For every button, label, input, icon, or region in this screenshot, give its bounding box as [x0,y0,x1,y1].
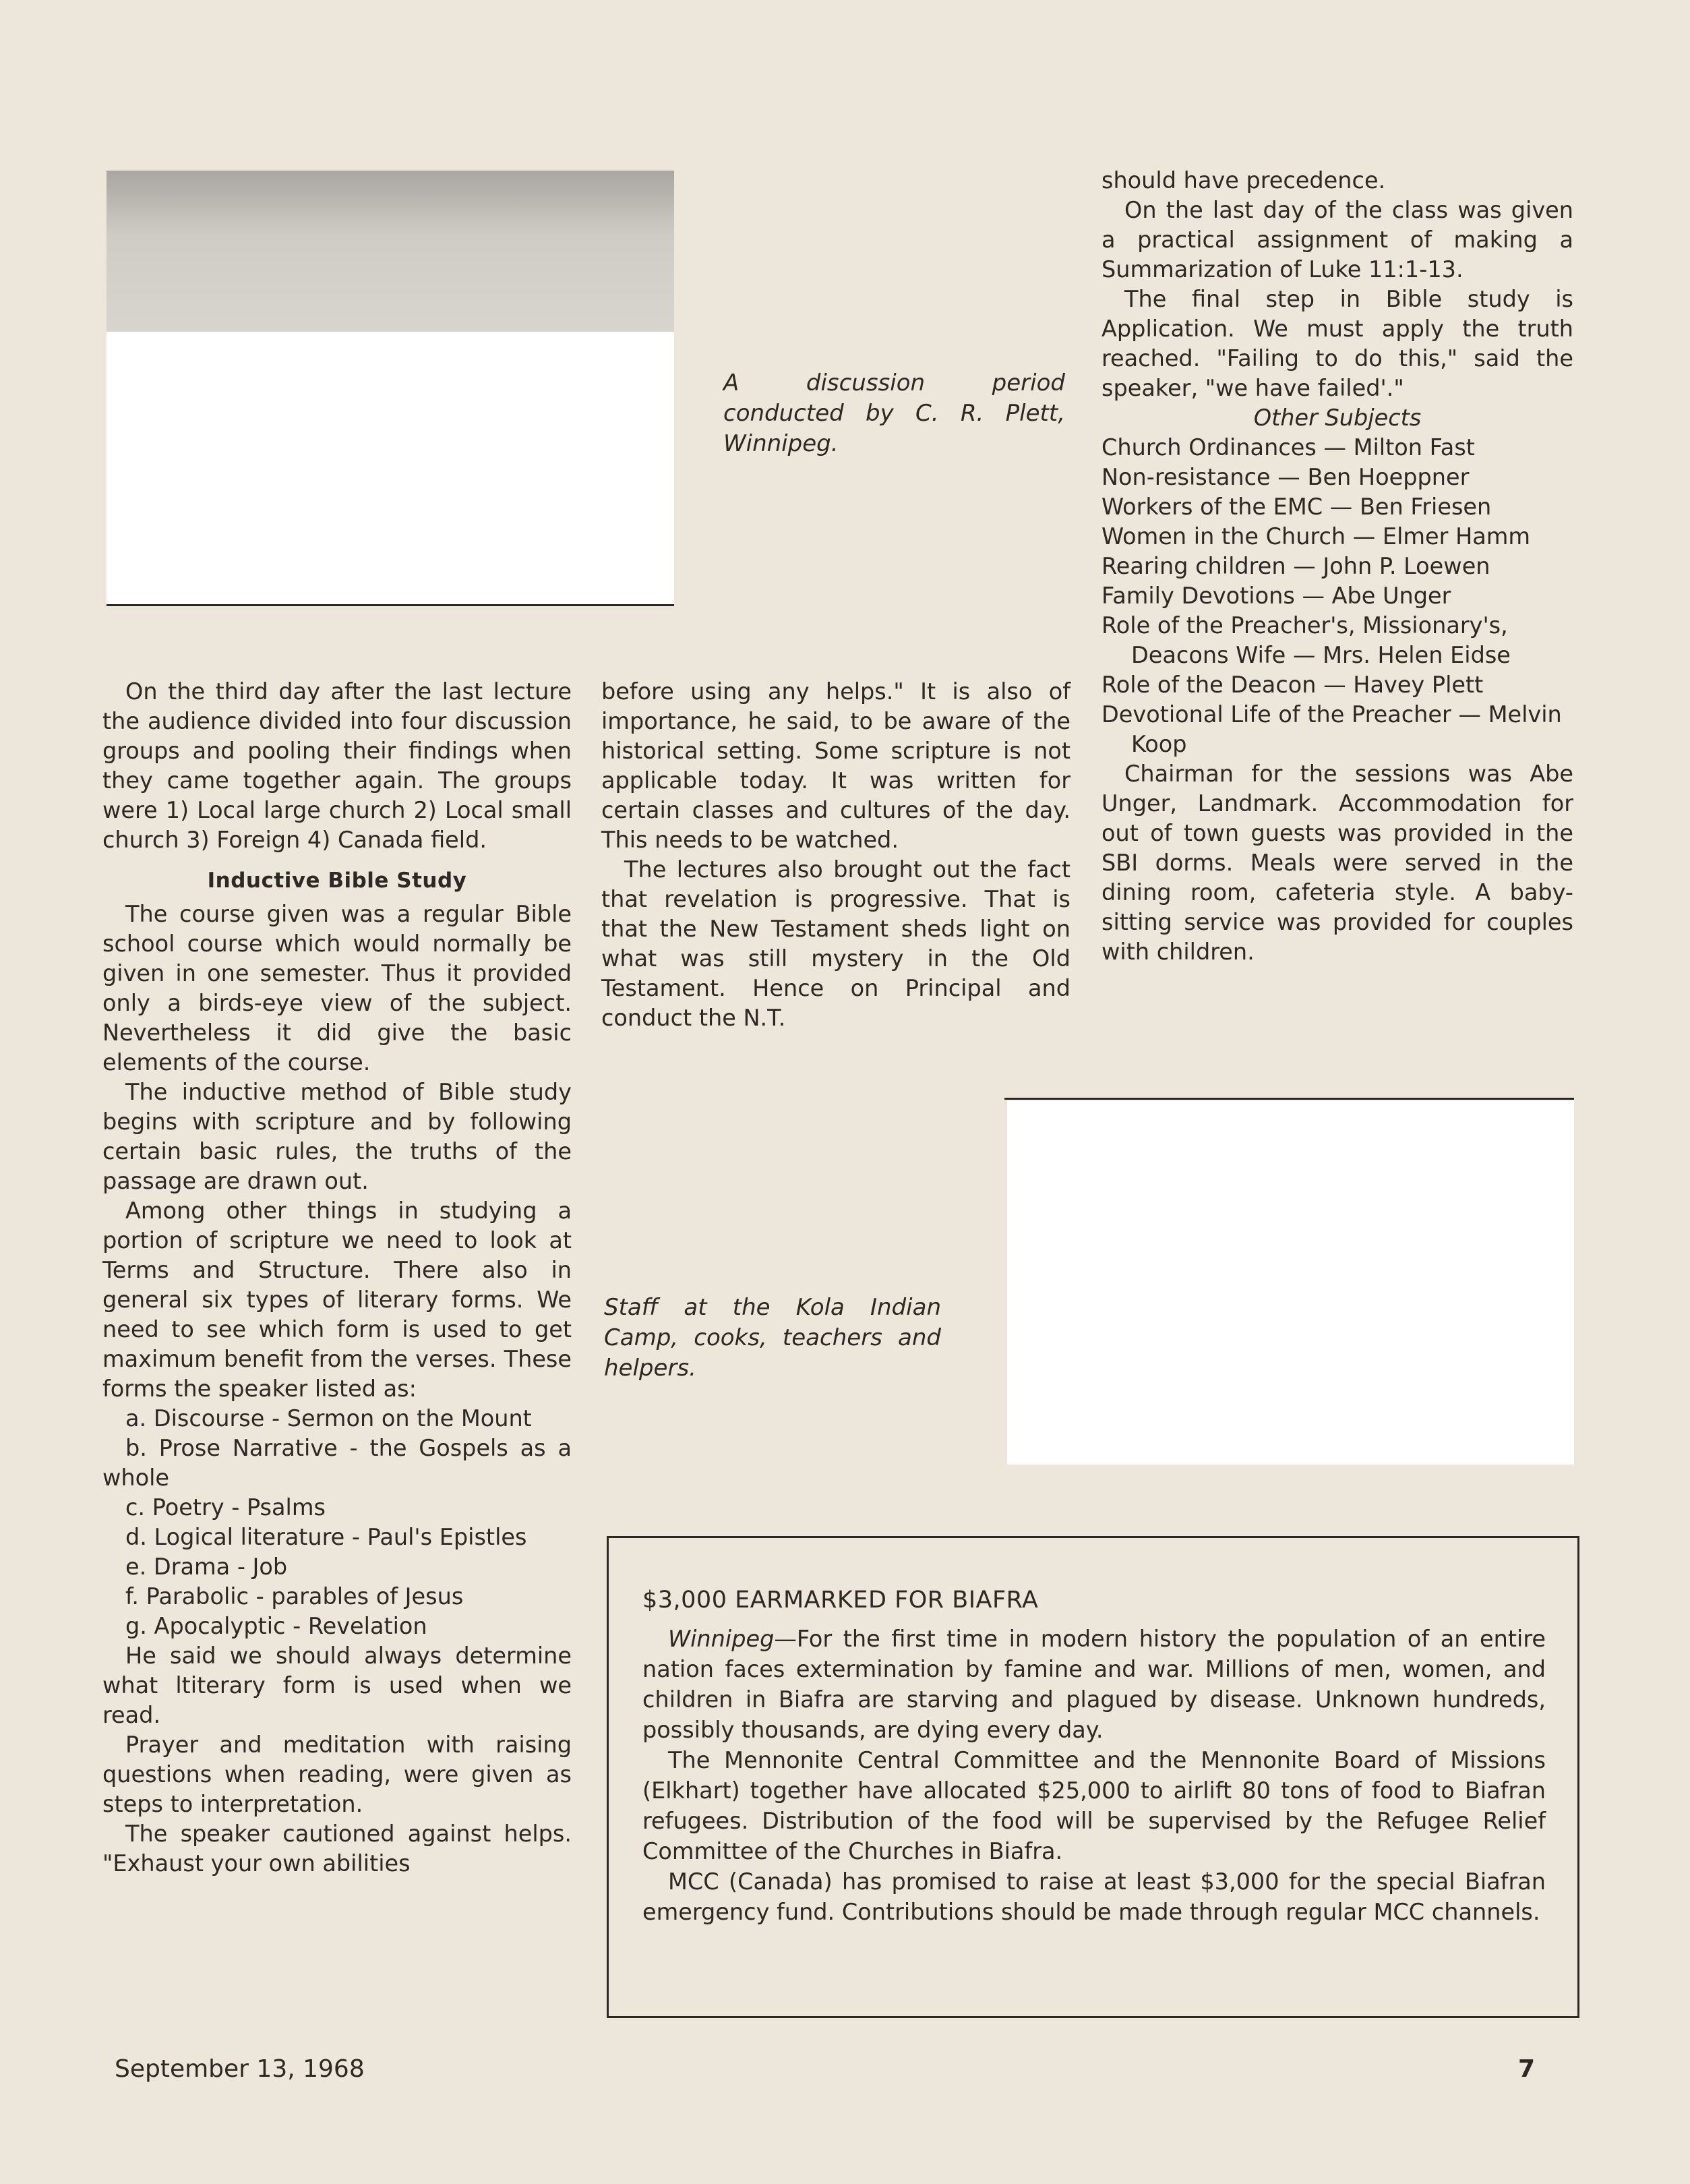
top-photo-bottom-rule [107,604,674,606]
paragraph: MCC (Canada) has promised to raise at least $3,000 for the special Biafran emergency fund. Contributions should be made through regular MCC channels. [642,1868,1546,1925]
middle-column [601,677,1070,1033]
paragraph: He said we should always determine what ltiterary form is used when we read. [102,1643,572,1728]
paragraph: The inductive method of Bible study begins with scripture and by following certain basic rules, the truths of the passage are drawn out. [102,1079,572,1194]
top-photo-caption: A discussion period conducted by C. R. Plett, Winnipeg. [723,370,1065,457]
paragraph: Chairman for the sessions was Abe Unger, Landmark. Accommodation for out of town guests was provided in the SBI dorms. Meals were served in the dining room, cafeteria style. A baby-sitting service was provided for couples with children. [1101,761,1573,965]
list-item: g. Apocalyptic - Revelation [125,1613,427,1639]
page-number: 7 [1518,2055,1536,2083]
paragraph: The Mennonite Central Committee and the Mennonite Board of Missions (Elkhart) together have allocated $25,000 to airlift 80 tons of food to Biafran refugees. Distribution of the food will be supervised by the Refugee Relief Committee of the Churches in Biafra. [642,1747,1546,1864]
subject-item: Women in the Church — Elmer Hamm [1101,523,1531,550]
subject-item: Rearing children — John P. Loewen [1101,553,1490,579]
biafra-box-title: $3,000 EARMARKED FOR BIAFRA [642,1587,1039,1614]
bottom-photo-top-rule [1004,1098,1574,1100]
bottom-photo [1007,1100,1574,1465]
paragraph: should have precedence. [1101,167,1386,194]
paragraph [642,1624,1546,1745]
subject-item: Role of the Preacher's, Missionary's, Deacons Wife — Mrs. Helen Eidse [1101,612,1511,668]
top-photo [107,332,674,606]
section-heading: Inductive Bible Study [207,868,467,893]
paragraph: Prayer and meditation with raising questions when reading, were given as steps to interpretation. [102,1732,572,1817]
bottom-photo-caption: Staff at the Kola Indian Camp, cooks, teachers and helpers. [604,1294,941,1382]
paragraph: The lectures also brought out the fact that revelation is progressive. That is that the New Testament sheds light on what was still mystery in the Old Testament. Hence on Principal and conduct the N.T. [601,856,1070,1031]
subject-item: Devotional Life of the Preacher — Melvin Koop [1101,701,1562,757]
list-item: c. Poetry - Psalms [125,1494,326,1521]
footer-date: September 13, 1968 [115,2055,365,2083]
list-item: e. Drama - Job [125,1554,288,1580]
right-column [1101,166,1573,967]
biafra-news-box [607,1536,1579,2018]
subject-item: Non-resistance — Ben Hoeppner [1101,464,1470,490]
subject-item: Role of the Deacon — Havey Plett [1101,672,1484,698]
paragraph: The course given was a regular Bible school course which would normally be given in one semester. Thus it provided only a birds-eye view of the subject. Nevertheless it did give the basic elements of the course. [102,901,572,1075]
subject-item: Church Ordinances — Milton Fast [1101,434,1475,461]
paragraph: The final step in Bible study is Application. We must apply the truth reached. "Failing to do this," said the speaker, "we have failed'." [1101,286,1573,401]
biafra-box-content [642,1585,1546,1927]
list-item: f. Parabolic - parables of Jesus [125,1583,464,1610]
subheading: Other Subjects [1253,405,1422,431]
top-photo-visible-strip [107,171,674,335]
dateline: Winnipeg [668,1626,775,1652]
subject-item: Workers of the EMC — Ben Friesen [1101,494,1492,520]
list-item: a. Discourse - Sermon on the Mount [125,1405,532,1432]
paragraph: Among other things in studying a portion of scripture we need to look at Terms and Structure. There also in general six types of literary forms. We need to see which form is used to get maximum benefit from the verses. These forms the speaker listed as: [102,1198,572,1402]
paragraph-text: —For the first time in modern history the population of an entire nation faces extermination by famine and war. Millions of men, women, and children in Biafra are starving and plagued by disease. Unknown hundreds, possibly thousands, are dying every day. [642,1626,1546,1743]
paragraph: The speaker cautioned against helps. "Exhaust your own abilities [102,1821,572,1877]
intro-paragraph: On the third day after the last lecture the audience divided into four discussion groups and pooling their findings when they came together again. The groups were 1) Local large church 2) Local small church 3) Foreign 4) Canada field. [102,678,572,853]
subject-item: Family Devotions — Abe Unger [1101,583,1451,609]
paragraph: before using any helps." It is also of importance, he said, to be aware of the historical setting. Some scripture is not applicable today. It was written for certain classes and cultures of the day. This needs to be watched. [601,678,1070,853]
paragraph: On the last day of the class was given a practical assignment of making a Summarization of Luke 11:1-13. [1101,197,1573,283]
list-item: d. Logical literature - Paul's Epistles [125,1524,527,1550]
left-column [102,677,572,1879]
list-item: b. Prose Narrative - the Gospels as a whole [102,1435,572,1491]
